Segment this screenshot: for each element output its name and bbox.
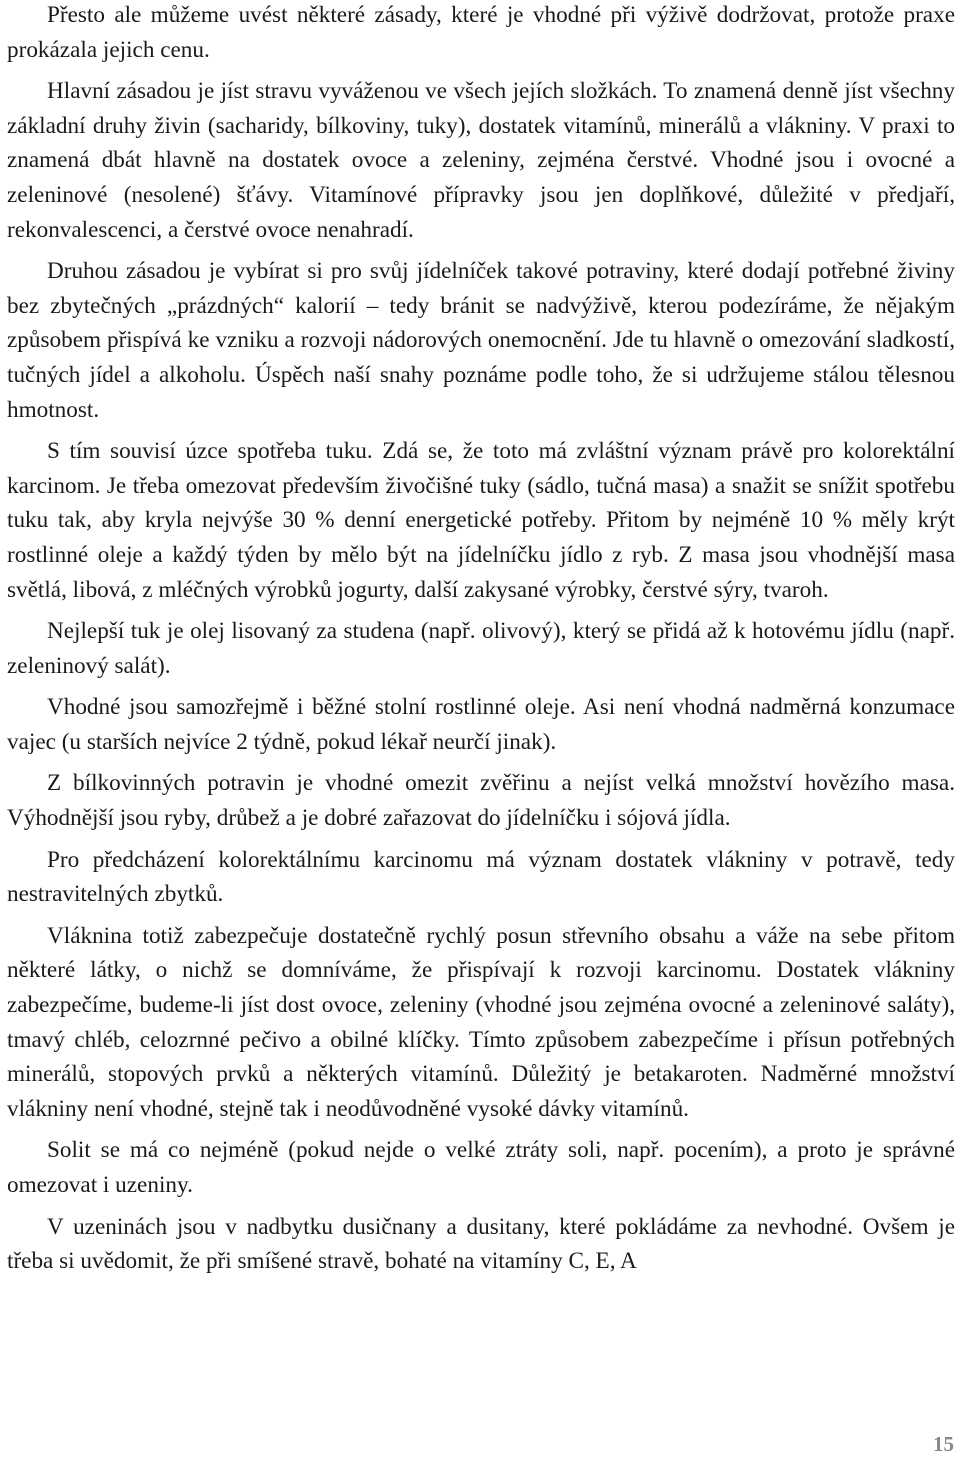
paragraph: Přesto ale můžeme uvést některé zásady, které je vhodné při výživě dodržovat, protože praxe prokázala jejich cenu. [7,2,955,63]
paragraph: Vhodné jsou samozřejmě i běžné stolní rostlinné oleje. Asi není vhodná nadměrná konzumace vajec (u starších nejvíce 2 týdně, pokud lékař neurčí jinak). [7,694,955,755]
page-number: 15 [933,1432,954,1456]
paragraph: S tím souvisí úzce spotřeba tuku. Zdá se, že toto má zvláštní význam právě pro kolorektální karcinom. Je třeba omezovat především živočišné tuky (sádlo, tučná masa) a snažit se snížit spotřebu tuku tak, aby kryla nejvýše 30 % denní energetické potřeby. Přitom by nejméně 10 % měly krýt rostlinné oleje a každý týden by mělo být na jídelníčku jídlo z ryb. Z masa jsou vhodnější masa světlá, libová, z mléčných výrobků jogurty, další zakysané výrobky, čerstvé sýry, tvaroh. [7,438,955,603]
paragraph: Nejlepší tuk je olej lisovaný za studena (např. olivový), který se přidá až k hotovému jídlu (např. zeleninový salát). [7,618,955,679]
paragraph: Pro předcházení kolorektálnímu karcinomu má význam dostatek vlákniny v potravě, tedy nestravitelných zbytků. [7,846,955,908]
paragraph: Z bílkovinných potravin je vhodné omezit zvěřinu a nejíst velká množství hovězího masa. Výhodnější jsou ryby, drůbež a je dobré zařazovat do jídelníčku i sójová jídla. [7,770,955,832]
paragraph: Solit se má co nejméně (pokud nejde o velké ztráty soli, např. pocením), a proto je správné omezovat i uzeniny. [7,1137,955,1198]
paragraph: V uzeninách jsou v nadbytku dusičnany a dusitany, které pokládáme za nevhodné. Ovšem je třeba si uvědomit, že při smíšené stravě, bohaté na vitamíny C, E, A [7,1213,955,1275]
paragraph: Vláknina totiž zabezpečuje dostatečně rychlý posun střevního obsahu a váže na sebe přitom některé látky, o nichž se domníváme, že přispívají k rozvoji karcinomu. Dostatek vlákniny zabezpečíme, budeme-li jíst dost ovoce, zeleniny (vhodné jsou zejména ovocné a zeleninové saláty), tmavý chléb, celozrnné pečivo a obilné klíčky. Tímto způsobem zabezpečíme i přísun potřebných minerálů, stopových prvků a některých vitamínů. Důležitý je betakaroten. Nadměrné množství vlákniny není vhodné, stejně tak i neodůvodněné vysoké dávky vitamínů. [7,922,955,1122]
document-body [7,0,955,1286]
paragraph: Druhou zásadou je vybírat si pro svůj jídelníček takové potraviny, které dodají potřebné živiny bez zbytečných „prázdných“ kalorií – tedy bránit se nadvýživě, kterou podezíráme, že nějakým způsobem přispívá ke vzniku a rozvoji nádorových onemocnění. Jde tu hlavně o omezování sladkostí, tučných jídel a alkoholu. Úspěch naší snahy poznáme podle toho, že si udržujeme stálou tělesnou hmotnost. [7,258,955,423]
paragraph: Hlavní zásadou je jíst stravu vyváženou ve všech jejích složkách. To znamená denně jíst všechny základní druhy živin (sacharidy, bílkoviny, tuky), dostatek vitamínů, minerálů a vlákniny. V praxi to znamená dbát hlavně na dostatek ovoce a zeleniny, zejména čerstvé. Vhodné jsou i ovocné a zeleninové (nesolené) šťávy. Vitamínové přípravky jsou jen doplňkové, důležité v předjaří, rekonvalescenci, a čerstvé ovoce nenahradí. [7,78,955,243]
